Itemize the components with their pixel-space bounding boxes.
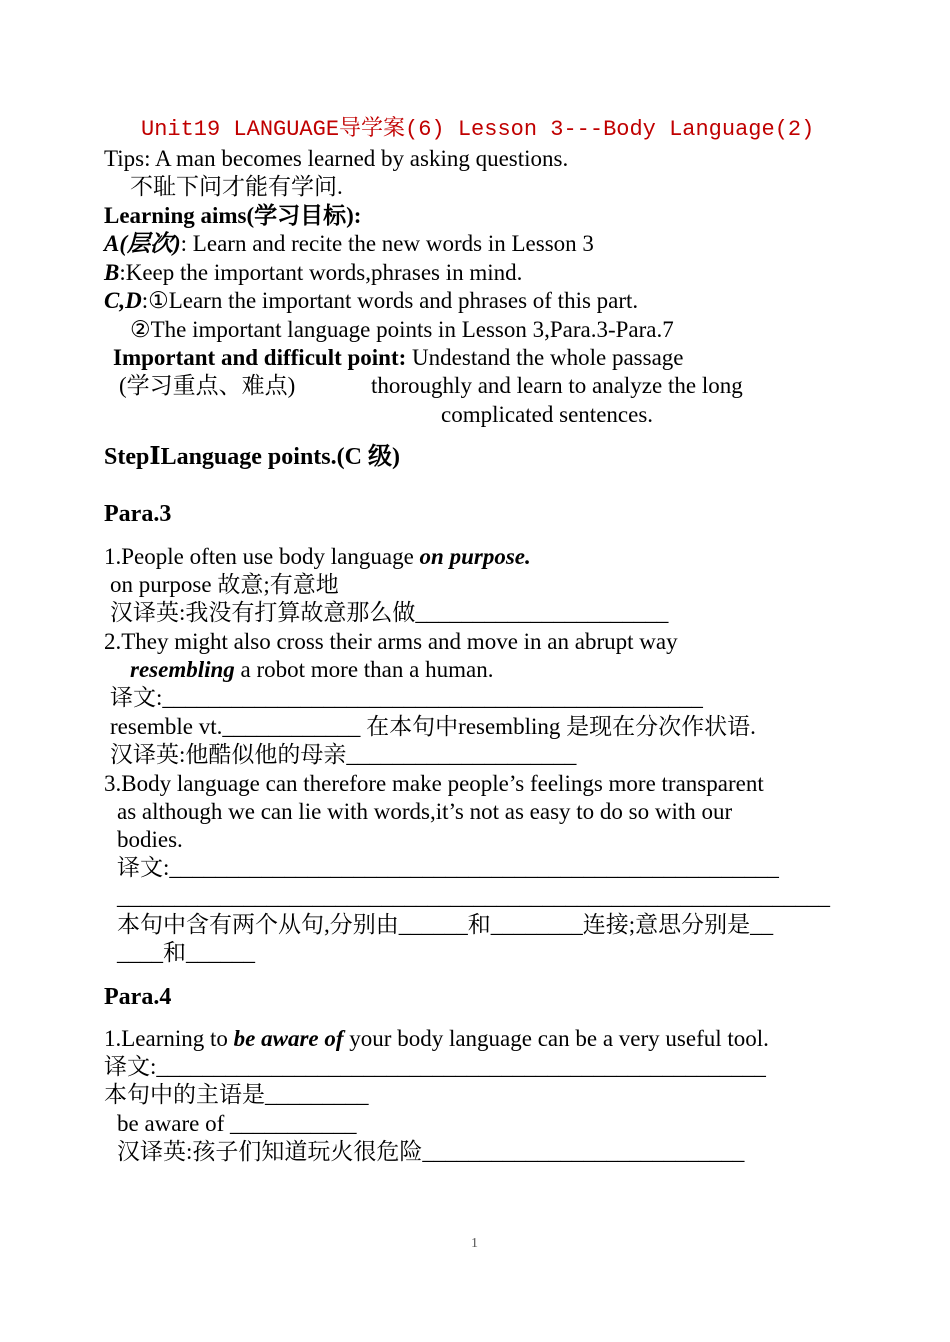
- aims-heading: Learning aims(学习目标):: [104, 203, 362, 228]
- para3-q3-line2: as although we can lie with words,it’s not as easy to do so with our: [117, 799, 733, 824]
- para3-q2-phrase: resembling: [130, 657, 235, 682]
- para3-q1-exercise: 汉译英:我没有打算故意那么做______________________: [110, 600, 669, 625]
- aim-cd-text: :①Learn the important words and phrases of this part.: [141, 288, 639, 313]
- para4-q1-phrase-note: be aware of ___________: [117, 1111, 357, 1136]
- para3-q3-analysis-2: ____和______: [117, 940, 255, 965]
- para3-q1-phrase: on purpose.: [419, 544, 531, 569]
- tips-chinese-line: 不耻下问才能有学问.: [130, 174, 343, 199]
- para3-q3-blank-line: ______________________________________________________________: [117, 884, 830, 909]
- para4-heading: Para.4: [104, 984, 172, 1010]
- para3-q3-analysis: 本句中含有两个从句,分别由______和________连接;意思分别是__: [117, 912, 774, 937]
- para4-q1-phrase: be aware of: [233, 1026, 344, 1051]
- para4-q1-subject: 本句中的主语是_________: [104, 1082, 369, 1107]
- aim-cd: [104, 287, 638, 315]
- aim-a-label: A(层次): [104, 231, 181, 256]
- important-point: [113, 344, 684, 372]
- para3-q3-translation: 译文:_____________________________________________________: [117, 855, 779, 880]
- aim-a: [104, 230, 594, 258]
- important-text-3: complicated sentences.: [441, 402, 654, 427]
- para4-q1-post: your body language can be a very useful tool.: [343, 1026, 769, 1051]
- para3-q1-note: on purpose 故意;有意地: [110, 572, 339, 597]
- para3-q2-exercise: 汉译英:他酷似他的母亲____________________: [110, 742, 577, 767]
- aim-b-text: :Keep the important words,phrases in mind.: [119, 260, 523, 285]
- para4-q1-pre: 1.Learning to: [104, 1026, 234, 1051]
- para4-q1-exercise: 汉译英:孩子们知道玩火很危险____________________________: [117, 1139, 745, 1164]
- aim-a-text: : Learn and recite the new words in Lesson 3: [180, 231, 594, 256]
- para3-q2-cont: [130, 656, 493, 684]
- tips-line: Tips: A man becomes learned by asking questions.: [104, 146, 569, 171]
- para3-q1-text: 1.People often use body language: [104, 544, 420, 569]
- important-text-1: Undestand the whole passage: [406, 345, 684, 370]
- para4-q1: [104, 1025, 769, 1053]
- para3-q2: 2.They might also cross their arms and move in an abrupt way: [104, 629, 678, 654]
- aim-b: [104, 259, 522, 287]
- important-label-cn: (学习重点、难点): [119, 373, 296, 398]
- important-text-2: thoroughly and learn to analyze the long: [371, 373, 743, 398]
- document-title: Unit19 LANGUAGE导学案(6) Lesson 3---Body Language(2): [141, 117, 815, 142]
- aim-b-label: B: [104, 260, 120, 285]
- para4-q1-translation: 译文:_____________________________________________________: [104, 1054, 766, 1079]
- aim-cd-label: C,D: [104, 288, 142, 313]
- para3-q1: [104, 543, 531, 571]
- para3-q2-text: a robot more than a human.: [234, 657, 494, 682]
- important-label: Important and difficult point:: [113, 345, 407, 370]
- aim-cd-text-2: ②The important language points in Lesson 3,Para.3-Para.7: [130, 317, 674, 342]
- para3-q3: 3.Body language can therefore make people’s feelings more transparent: [104, 771, 764, 796]
- para3-q2-note: resemble vt.____________ 在本句中resembling 是现在分次作状语.: [110, 714, 756, 739]
- para3-heading: Para.3: [104, 501, 172, 527]
- page-number: 1: [471, 1236, 478, 1251]
- para3-q3-line3: bodies.: [117, 827, 183, 852]
- para3-q2-translation: 译文:_______________________________________________: [110, 685, 703, 710]
- step1-heading: StepⅠLanguage points.(C 级): [104, 444, 400, 470]
